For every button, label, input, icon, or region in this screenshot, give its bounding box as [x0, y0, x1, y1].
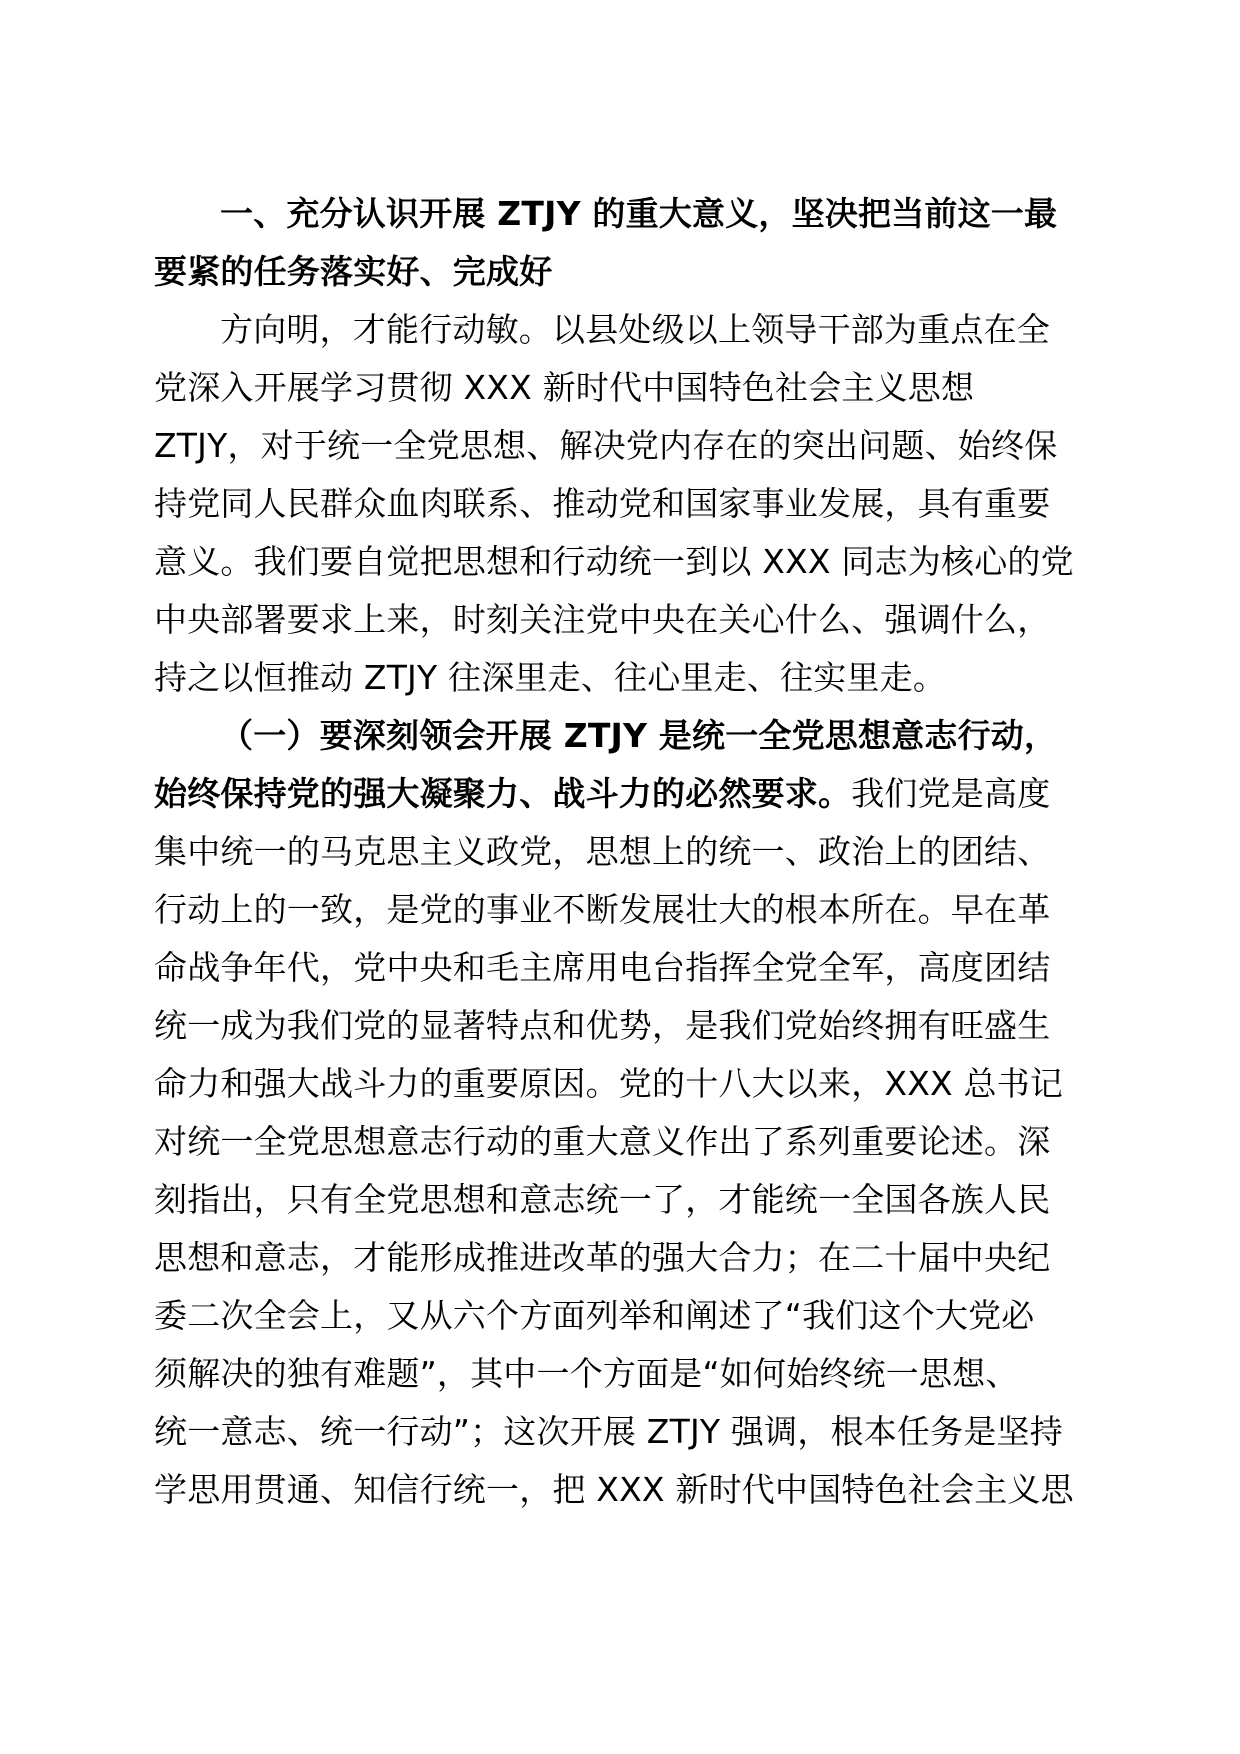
subsection-body-text: 我们党是高度 — [851, 774, 1051, 813]
subsection-heading-line-2 — [154, 774, 1050, 814]
paragraph-line: 行动上的一致，是党的事业不断发展壮大的根本所在。早在革 — [154, 890, 1051, 929]
paragraph-line: 思想和意志，才能形成推进改革的强大合力；在二十届中央纪 — [154, 1238, 1051, 1277]
subsection-heading-bold-text: 始终保持党的强大凝聚力、战斗力的必然要求。 — [154, 774, 852, 813]
paragraph-line: 刻指出，只有全党思想和意志统一了，才能统一全国各族人民 — [154, 1180, 1051, 1219]
paragraph-line: 集中统一的马克思主义政党，思想上的统一、政治上的团结、 — [154, 832, 1051, 871]
paragraph-line: 统一成为我们党的显著特点和优势，是我们党始终拥有旺盛生 — [154, 1006, 1051, 1045]
paragraph-line: 方向明，才能行动敏。以县处级以上领导干部为重点在全 — [220, 310, 1050, 349]
paragraph-line: 持党同人民群众血肉联系、推动党和国家事业发展，具有重要 — [154, 484, 1051, 523]
paragraph-line: 对统一全党思想意志行动的重大意义作出了系列重要论述。深 — [154, 1122, 1051, 1161]
paragraph-line: 统一意志、统一行动”；这次开展 ZTJY 强调，根本任务是坚持 — [154, 1412, 1063, 1451]
paragraph-line: ZTJY，对于统一全党思想、解决党内存在的突出问题、始终保 — [154, 426, 1058, 465]
section-heading-line-1: 一、充分认识开展 ZTJY 的重大意义，坚决把当前这一最 — [220, 194, 1058, 233]
paragraph-line: 中央部署要求上来，时刻关注党中央在关心什么、强调什么， — [154, 600, 1051, 639]
paragraph-line: 命战争年代，党中央和毛主席用电台指挥全党全军，高度团结 — [154, 948, 1051, 987]
paragraph-line: 持之以恒推动 ZTJY 往深里走、往心里走、往实里走。 — [154, 658, 947, 697]
paragraph-line: 须解决的独有难题”，其中一个方面是“如何始终统一思想、 — [154, 1354, 1019, 1393]
paragraph-line: 命力和强大战斗力的重要原因。党的十八大以来，XXX 总书记 — [154, 1064, 1064, 1103]
paragraph-line: 意义。我们要自觉把思想和行动统一到以 XXX 同志为核心的党 — [154, 542, 1074, 581]
paragraph-line: 学思用贯通、知信行统一，把 XXX 新时代中国特色社会主义思 — [154, 1470, 1074, 1509]
paragraph-line: 党深入开展学习贯彻 XXX 新时代中国特色社会主义思想 — [154, 368, 975, 407]
subsection-heading-line-1: （一）要深刻领会开展 ZTJY 是统一全党思想意志行动， — [220, 716, 1058, 755]
section-heading-line-2: 要紧的任务落实好、完成好 — [154, 252, 553, 291]
paragraph-line: 委二次全会上，又从六个方面列举和阐述了“我们这个大党必 — [154, 1296, 1035, 1335]
